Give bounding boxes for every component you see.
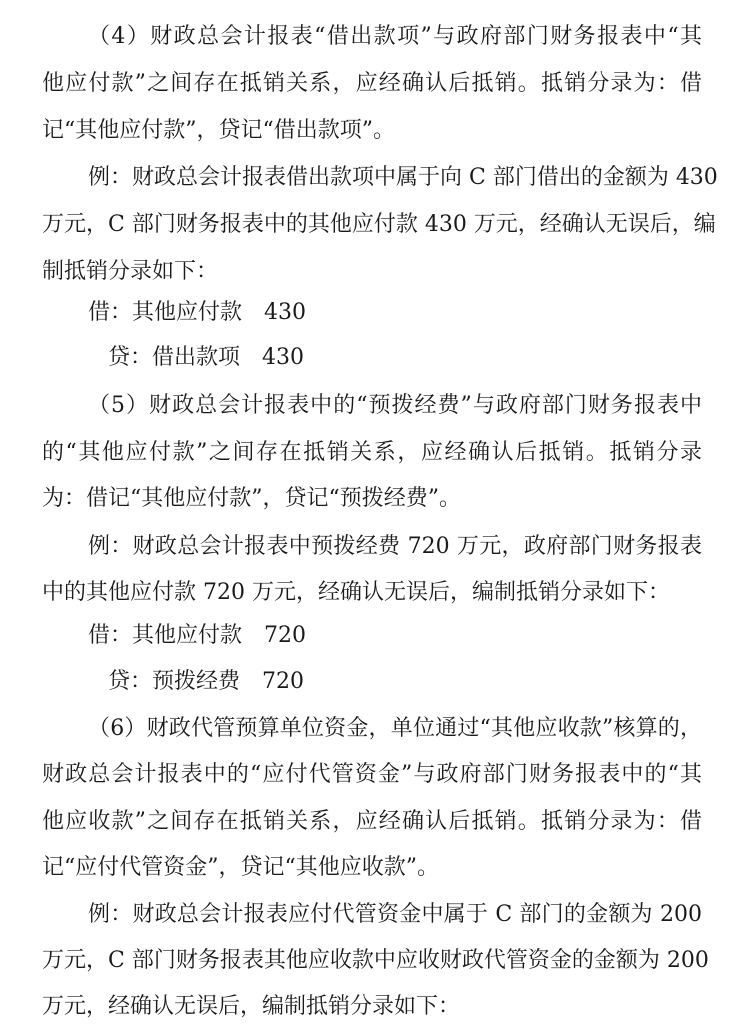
section6-example-line-1: 例：财政总会计报表应付代管资金中属于 C 部门的金额为 200 xyxy=(88,902,702,927)
section6-example-line-2: 万元，C 部门财务报表其他应收款中应收财政代管资金的金额为 200 xyxy=(42,948,709,973)
section4-example-line-3: 制抵销分录如下： xyxy=(42,259,219,284)
section4-debit-entry xyxy=(88,298,488,328)
section4-credit-entry xyxy=(108,343,508,373)
section5-debit-entry xyxy=(88,621,488,651)
section6-line-1: （6）财政代管预算单位资金，单位通过“其他应收款”核算的， xyxy=(88,716,702,741)
section4-line-2: 他应付款”之间存在抵销关系，应经确认后抵销。抵销分录为：借 xyxy=(42,71,702,96)
section6-line-4: 记“应付代管资金”，贷记“其他应收款”。 xyxy=(42,855,439,880)
section5-example-line-1: 例：财政总会计报表中预拨经费 720 万元，政府部门财务报表 xyxy=(88,534,702,559)
section4-line-3: 记“其他应付款”，贷记“借出款项”。 xyxy=(42,118,395,143)
section5-line-2: 的“其他应付款”之间存在抵销关系，应经确认后抵销。抵销分录 xyxy=(42,440,702,465)
debit-amount: 430 xyxy=(264,300,307,325)
section5-credit-entry xyxy=(108,667,508,697)
credit-amount: 430 xyxy=(262,345,305,370)
section4-example-line-1: 例：财政总会计报表借出款项中属于向 C 部门借出的金额为 430 xyxy=(88,165,718,190)
debit-account: 借：其他应付款 xyxy=(88,623,243,648)
debit-account: 借：其他应付款 xyxy=(88,300,243,325)
credit-amount: 720 xyxy=(262,669,305,694)
section5-line-1: （5）财政总会计报表中的“预拨经费”与政府部门财务报表中 xyxy=(88,393,702,418)
section5-example-line-2: 中的其他应付款 720 万元，经确认无误后，编制抵销分录如下： xyxy=(42,580,670,605)
section5-line-3: 为：借记“其他应付款”，贷记“预拨经费”。 xyxy=(42,486,461,511)
section4-example-line-2: 万元，C 部门财务报表中的其他应付款 430 万元，经确认无误后，编 xyxy=(42,212,716,237)
credit-account: 贷：预拨经费 xyxy=(108,669,241,694)
debit-amount: 720 xyxy=(264,623,307,648)
section6-line-3: 他应收款”之间存在抵销关系，应经确认后抵销。抵销分录为：借 xyxy=(42,809,702,834)
section4-line-1: （4）财政总会计报表“借出款项”与政府部门财务报表中“其 xyxy=(88,24,702,49)
section6-example-line-3: 万元，经确认无误后，编制抵销分录如下： xyxy=(42,994,461,1019)
credit-account: 贷：借出款项 xyxy=(108,345,241,370)
section6-line-2: 财政总会计报表中的“应付代管资金”与政府部门财务报表中的“其 xyxy=(42,762,702,787)
